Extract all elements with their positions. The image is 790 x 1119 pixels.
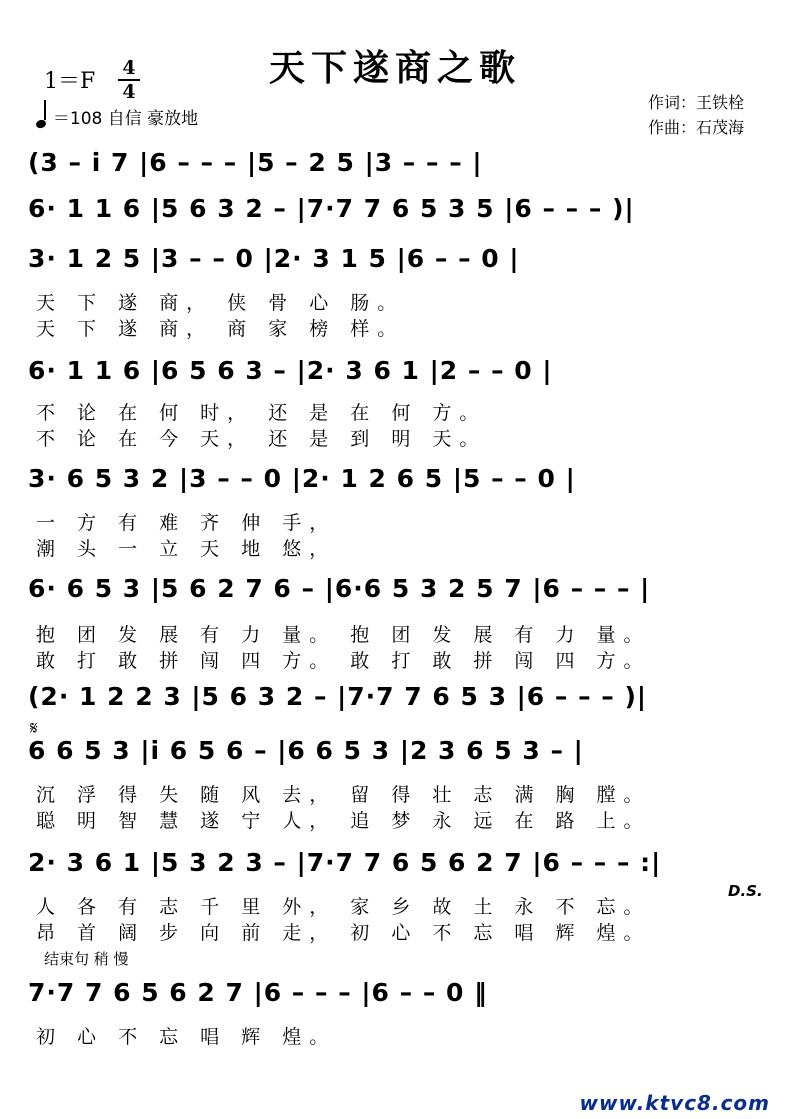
lyric-row-6a: 抱 团 发 展 有 力 量。 抱 团 发 展 有 力 量。 [36, 624, 651, 646]
meter-bottom: 4 [122, 81, 136, 103]
site-watermark: www.ktvc8.com [579, 1091, 770, 1115]
notes-row-4: 6· 1 1 6 |6 5 6 3 – |2· 3 6 1 |2 – – 0 | [28, 356, 553, 385]
notes-row-8: 6 6 5 3 |i̇ 6 5 6 – |6 6 5 3 |2 3 6 5 3 – | [28, 736, 584, 765]
notes-row-5: 3· 6 5 3 2 |3 – – 0 |2· 1 2 6 5 |5 – – 0 | [28, 464, 576, 493]
score-row-3 [28, 240, 768, 278]
lyric-row-5b: 潮 头 一 立 天 地 悠， [36, 538, 337, 560]
lyric-row-3b: 天 下 遂 商， 商 家 榜 样。 [36, 318, 405, 340]
score-row-6 [28, 570, 768, 608]
credits [648, 90, 744, 140]
notes-row-6: 6· 6 5 3 |5 6 2 7 6 – |6·6 5 3 2 5 7 |6 – – – | [28, 574, 651, 603]
notes-row-2: 6· 1 1 6 |5 6 3 2 – |7·7 7 6 5 3 5 |6 – – – )| [28, 194, 635, 223]
quarter-note-icon [35, 119, 47, 130]
lyric-row-8b: 聪 明 智 慧 遂 宁 人， 追 梦 永 远 在 路 上。 [36, 810, 651, 832]
key-signature: 1＝F [44, 69, 96, 94]
tempo-marking [36, 104, 198, 129]
tempo-text: ＝108 自信 豪放地 [52, 109, 199, 129]
lyric-row-9a: 人 各 有 志 千 里 外， 家 乡 故 土 永 不 忘。 [36, 896, 651, 918]
notes-row-3: 3· 1 2 5 |3 – – 0 |2· 3 1 5 |6 – – 0 | [28, 244, 520, 273]
lyric-row-3a: 天 下 遂 商， 侠 骨 心 肠。 [36, 292, 405, 314]
lyric-row-8a: 沉 浮 得 失 随 风 去， 留 得 壮 志 满 胸 膛。 [36, 784, 651, 806]
notes-row-10: 7·7 7 6 5 6 2 7 |6 – – – |6 – – 0 ‖ [28, 978, 488, 1007]
lyric-row-9b: 昂 首 阔 步 向 前 走， 初 心 不 忘 唱 辉 煌。 [36, 922, 651, 944]
note-stem [44, 100, 46, 120]
composer: 作曲：石茂海 [648, 118, 745, 137]
lyric-row-10a: 初 心 不 忘 唱 辉 煌。 [36, 1026, 337, 1048]
lyric-row-4a: 不 论 在 何 时， 还 是 在 何 方。 [36, 402, 487, 424]
lyric-row-6b: 敢 打 敢 拼 闯 四 方。 敢 打 敢 拼 闯 四 方。 [36, 650, 651, 672]
score-row-10 [28, 974, 768, 1012]
notes-row-7: (2· 1 2 2 3 |5 6 3 2 – |7·7 7 6 5 3 |6 – – – )| [28, 682, 648, 711]
score-row-8 [28, 732, 768, 770]
notes-row-9: 2· 3 6 1 |5 3 2 3 – |7·7 7 6 5 6 2 7 |6 – – – :| [28, 848, 662, 877]
coda-label: 结束句 稍 慢 [44, 950, 129, 968]
segno-icon: 𝄋 [30, 718, 38, 739]
song-title: 天下遂商之歌 [268, 47, 521, 89]
score-row-7 [28, 678, 768, 716]
score-row-4 [28, 352, 768, 390]
lyric-row-5a: 一 方 有 难 齐 伸 手， [36, 512, 337, 534]
score-row-1 [28, 144, 768, 182]
meter-top: 4 [122, 57, 136, 79]
time-signature [118, 58, 140, 102]
score-row-2 [28, 190, 768, 228]
score-row-5 [28, 460, 768, 498]
lyric-row-4b: 不 论 在 今 天， 还 是 到 明 天。 [36, 428, 487, 450]
notes-row-1: (3 – i̇ 7 |6 – – – |5 – 2 5 |3 – – – | [28, 148, 483, 177]
score-row-9 [28, 844, 768, 882]
ds-marking: D.S. [728, 882, 763, 900]
lyricist: 作词：王铁栓 [648, 93, 745, 112]
